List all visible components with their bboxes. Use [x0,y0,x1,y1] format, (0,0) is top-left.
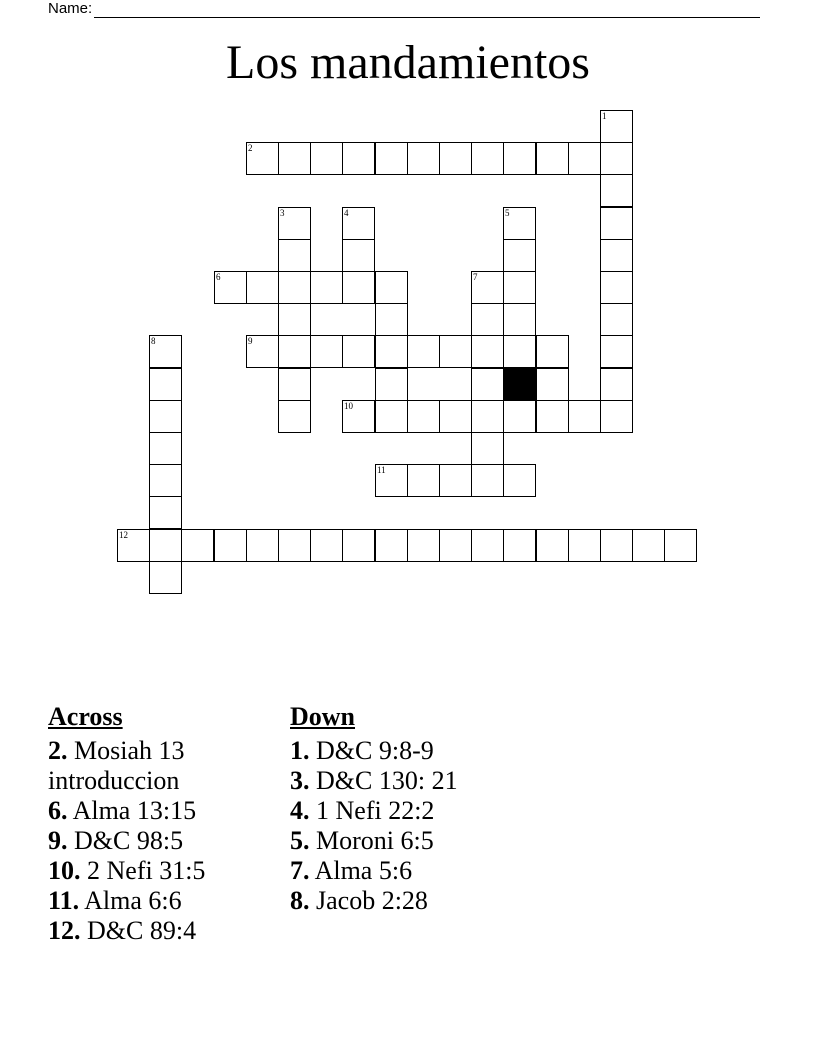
crossword-cell[interactable] [117,529,150,562]
crossword-cell[interactable] [375,271,408,304]
crossword-cell[interactable] [568,142,601,175]
crossword-cell[interactable] [149,335,182,368]
clue-number: 3. [290,766,310,795]
crossword-cell[interactable] [600,368,633,401]
crossword-cell[interactable] [600,239,633,272]
clue-across-6 [48,796,263,826]
crossword-cell[interactable] [503,271,536,304]
clue-text: 2 Nefi 31:5 [87,856,206,885]
crossword-cell[interactable] [375,303,408,336]
clue-number: 11. [48,886,80,915]
clue-text: D&C 89:4 [87,916,197,945]
down-heading: Down [290,702,356,731]
clue-text: 1 Nefi 22:2 [316,796,435,825]
crossword-cell[interactable] [375,529,408,562]
crossword-cell[interactable] [568,529,601,562]
clue-number-label: 1 [602,111,607,121]
crossword-cell[interactable] [439,529,472,562]
crossword-cell[interactable] [342,142,375,175]
crossword-cell[interactable] [310,142,343,175]
crossword-cell[interactable] [310,529,343,562]
crossword-cell[interactable] [149,529,182,562]
clue-text: Jacob 2:28 [316,886,428,915]
crossword-cell[interactable] [407,400,440,433]
clue-number-label: 8 [151,336,156,346]
crossword-cell[interactable] [600,271,633,304]
crossword-cell[interactable] [600,207,633,240]
clue-across-10 [48,856,263,886]
crossword-cell[interactable] [375,464,408,497]
clue-number: 4. [290,796,310,825]
clue-across-11 [48,886,263,916]
clue-number: 10. [48,856,81,885]
clue-text: Alma 13:15 [72,796,197,825]
clue-across-9 [48,826,263,856]
crossword-cell[interactable] [278,303,311,336]
clue-number-label: 11 [377,465,386,475]
crossword-cell[interactable] [407,529,440,562]
crossword-cell[interactable] [471,400,504,433]
crossword-cell[interactable] [503,207,536,240]
crossword-cell[interactable] [536,335,569,368]
crossword-cell[interactable] [246,142,279,175]
crossword-cell[interactable] [149,464,182,497]
crossword-cell[interactable] [471,432,504,465]
clue-across-12 [48,916,263,946]
clue-text: Moroni 6:5 [316,826,434,855]
clue-down-5 [290,826,550,856]
clue-number-label: 6 [216,272,221,282]
crossword-cell[interactable] [536,529,569,562]
crossword-cell[interactable] [342,271,375,304]
crossword-cell[interactable] [600,529,633,562]
crossword-cell[interactable] [375,400,408,433]
crossword-cell[interactable] [471,142,504,175]
crossword-cell[interactable] [568,400,601,433]
clue-number-label: 7 [473,272,478,282]
crossword-cell[interactable] [149,496,182,529]
clue-number-label: 10 [344,401,353,411]
crossword-cell[interactable] [471,303,504,336]
clue-down-8 [290,886,550,916]
crossword-cell[interactable] [149,400,182,433]
crossword-cell[interactable] [278,142,311,175]
crossword-cell[interactable] [439,335,472,368]
crossword-black-cell [503,368,536,401]
clue-number-label: 12 [119,530,128,540]
clue-number: 1. [290,736,310,765]
clue-number-label: 9 [248,336,253,346]
clue-number-label: 3 [280,208,285,218]
crossword-cell[interactable] [439,464,472,497]
crossword-cell[interactable] [342,335,375,368]
crossword-cell[interactable] [471,464,504,497]
clue-text: D&C 9:8-9 [316,736,434,765]
crossword-cell[interactable] [503,529,536,562]
crossword-cell[interactable] [600,174,633,207]
clue-text: D&C 130: 21 [316,766,458,795]
crossword-cell[interactable] [536,400,569,433]
crossword-cell[interactable] [471,368,504,401]
crossword-cell[interactable] [503,335,536,368]
crossword-cell[interactable] [632,529,665,562]
clue-number: 2. [48,736,68,765]
crossword-cell[interactable] [407,464,440,497]
crossword-cell[interactable] [310,271,343,304]
crossword-cell[interactable] [600,335,633,368]
crossword-cell[interactable] [600,303,633,336]
clue-number: 5. [290,826,310,855]
crossword-cell[interactable] [149,432,182,465]
crossword-cell[interactable] [181,529,214,562]
crossword-cell[interactable] [342,529,375,562]
crossword-cell[interactable] [246,271,279,304]
across-clues [48,702,263,946]
clue-number: 12. [48,916,81,945]
crossword-cell[interactable] [375,368,408,401]
page-title: Los mandamientos [226,36,590,89]
clue-number-label: 5 [505,208,510,218]
crossword-cell[interactable] [439,400,472,433]
crossword-cell[interactable] [503,464,536,497]
crossword-cell[interactable] [375,335,408,368]
crossword-cell[interactable] [246,529,279,562]
clue-text: Alma 5:6 [314,856,413,885]
clue-down-1 [290,736,550,766]
crossword-cell[interactable] [278,271,311,304]
crossword-cell[interactable] [278,239,311,272]
name-field [48,0,760,18]
crossword-cell[interactable] [503,142,536,175]
crossword-cell[interactable] [471,529,504,562]
crossword-cell[interactable] [471,271,504,304]
clue-number-label: 4 [344,208,349,218]
clue-down-4 [290,796,550,826]
clue-text: Alma 6:6 [84,886,182,915]
clue-down-7 [290,856,550,886]
crossword-cell[interactable] [342,207,375,240]
crossword-cell[interactable] [278,335,311,368]
crossword-cell[interactable] [214,271,247,304]
crossword-cell[interactable] [600,400,633,433]
clue-across-2 [48,736,263,796]
crossword-cell[interactable] [536,142,569,175]
name-line [94,3,760,18]
crossword-cell[interactable] [375,142,408,175]
crossword-cell[interactable] [149,561,182,594]
clue-down-3 [290,766,550,796]
crossword-cell[interactable] [278,368,311,401]
crossword-cell[interactable] [471,335,504,368]
crossword-cell[interactable] [503,303,536,336]
across-heading: Across [48,702,123,731]
name-label: Name: [48,0,93,17]
crossword-cell[interactable] [246,335,279,368]
crossword-cell[interactable] [600,142,633,175]
clue-text: Mosiah 13 introduccion [48,736,185,795]
crossword-cell[interactable] [536,368,569,401]
crossword-cell[interactable] [407,335,440,368]
crossword-cell[interactable] [149,368,182,401]
down-clues [290,702,550,916]
clue-number: 9. [48,826,68,855]
crossword-cell[interactable] [664,529,697,562]
crossword-cell[interactable] [278,207,311,240]
crossword-cell[interactable] [439,142,472,175]
crossword-cell[interactable] [503,239,536,272]
clue-number: 6. [48,796,68,825]
crossword-cell[interactable] [600,110,633,143]
crossword-cell[interactable] [310,335,343,368]
clue-number: 8. [290,886,310,915]
clue-text: D&C 98:5 [74,826,184,855]
crossword-cell[interactable] [503,400,536,433]
crossword-cell[interactable] [278,529,311,562]
crossword-cell[interactable] [278,400,311,433]
crossword-cell[interactable] [407,142,440,175]
crossword-cell[interactable] [342,400,375,433]
clue-number-label: 2 [248,143,253,153]
crossword-cell[interactable] [342,239,375,272]
crossword-cell[interactable] [214,529,247,562]
clue-number: 7. [290,856,310,885]
